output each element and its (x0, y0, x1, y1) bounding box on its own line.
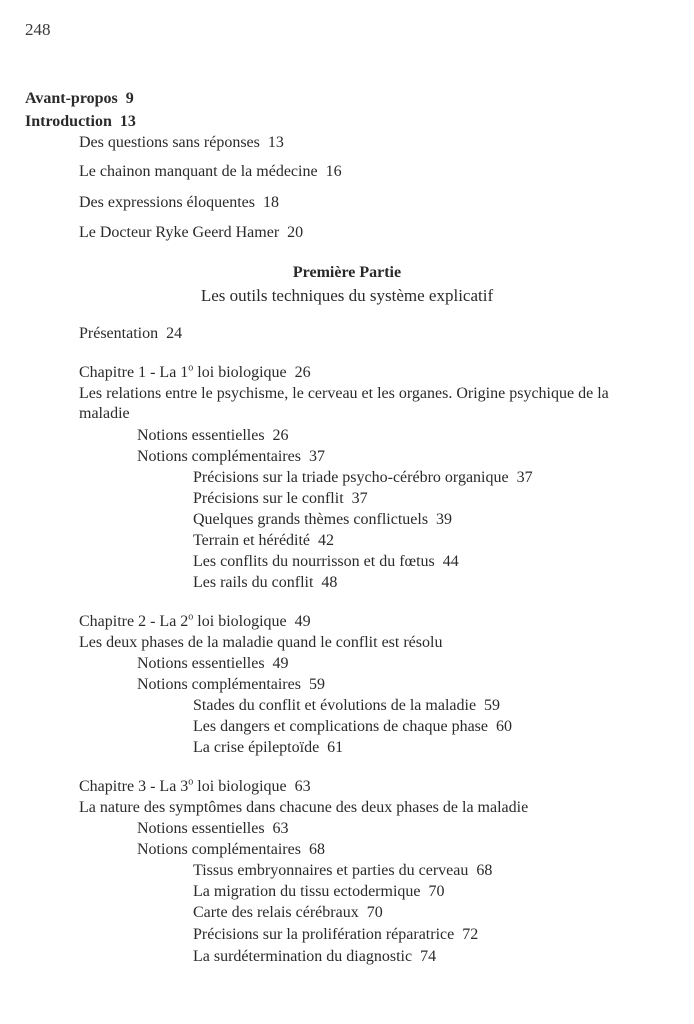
toc-entry-title: Des expressions éloquentes (79, 194, 255, 211)
toc-entry (193, 696, 500, 716)
toc-entry-title: La crise épileptoïde (193, 739, 320, 756)
toc-entry-title: Notions complémentaires (137, 448, 301, 465)
toc-entry (137, 654, 289, 674)
chapter-prefix: Chapitre 2 - La 2 (79, 613, 189, 630)
toc-entry-page: 63 (294, 778, 311, 795)
toc-entry (79, 133, 284, 153)
toc-entry (137, 819, 289, 839)
part-subtitle: Les outils techniques du système explicatif (200, 286, 494, 305)
toc-entry (79, 162, 342, 182)
toc-entry-title: Le Docteur Ryke Geerd Hamer (79, 224, 280, 241)
toc-entry-page: 16 (325, 163, 342, 180)
ordinal-superscript: o (188, 611, 194, 623)
toc-entry (193, 925, 478, 945)
toc-entry-page: 68 (476, 862, 493, 879)
chapter-suffix: loi biologique (193, 778, 287, 795)
toc-entry-title: Les dangers et complications de chaque phase (193, 718, 488, 735)
toc-entry-title: Notions essentielles (137, 820, 265, 837)
chapter-heading (79, 777, 311, 797)
toc-entry (193, 510, 452, 530)
toc-entry-title: Stades du conflit et évolutions de la maladie (193, 697, 477, 714)
toc-entry-page: 48 (321, 574, 338, 591)
toc-entry-page: 49 (272, 655, 289, 672)
toc-entry-page: 60 (496, 718, 512, 735)
toc-entry-title: Précisions sur la prolifération réparatrice (193, 926, 455, 943)
toc-entry-page: 37 (351, 490, 368, 507)
chapter-suffix: loi biologique (193, 364, 287, 381)
toc-entry-page: 59 (484, 697, 501, 714)
toc-entry-title: Les rails du conflit (193, 574, 314, 591)
toc-entry-page: 9 (125, 90, 134, 107)
toc-entry (193, 947, 436, 967)
toc-entry-page: 70 (428, 883, 445, 900)
toc-entry-title: Précisions sur la triade psycho-cérébro organique (193, 469, 509, 486)
toc-entry-title: Notions essentielles (137, 427, 265, 444)
toc-entry-page: 37 (308, 448, 325, 465)
toc-entry-title: Précisions sur le conflit (193, 490, 344, 507)
toc-entry (79, 193, 279, 213)
chapter-description: Les deux phases de la maladie quand le conflit est résolu (79, 634, 443, 651)
toc-entry-page: 74 (420, 948, 437, 965)
toc-entry (193, 531, 334, 551)
toc-entry-title: Carte des relais cérébraux (193, 904, 359, 921)
toc-entry-page: 26 (294, 364, 311, 381)
toc-entry-page: 42 (318, 532, 335, 549)
toc-entry-page: 20 (287, 224, 304, 241)
toc-entry-page: 24 (166, 325, 183, 342)
toc-entry-title: Les conflits du nourrisson et du fœtus (193, 553, 435, 570)
toc-entry (79, 223, 303, 243)
toc-entry (193, 468, 533, 488)
chapter-description: La nature des symptômes dans chacune des deux phases de la maladie (79, 799, 529, 816)
toc-entry (137, 426, 289, 446)
toc-entry (137, 675, 325, 695)
chapter-prefix: Chapitre 3 - La 3 (79, 778, 189, 795)
toc-entry-avant-propos (25, 89, 134, 109)
toc-entry-page: 70 (366, 904, 383, 921)
toc-entry-title: Présentation (79, 325, 159, 342)
chapter-suffix: loi biologique (193, 613, 287, 630)
toc-entry-title: Tissus embryonnaires et parties du cerveau (193, 862, 469, 879)
toc-entry-title: Terrain et hérédité (193, 532, 311, 549)
toc-entry-page: 13 (119, 113, 136, 130)
toc-entry-title: Notions essentielles (137, 655, 265, 672)
toc-entry (137, 840, 325, 860)
chapter-prefix: Chapitre 1 - La 1 (79, 364, 189, 381)
toc-entry (193, 573, 337, 593)
toc-entry (193, 882, 445, 902)
part-title: Première Partie (292, 264, 402, 281)
toc-entry-page: 72 (462, 926, 479, 943)
toc-entry-page: 49 (294, 613, 311, 630)
toc-entry-introduction (25, 112, 136, 132)
chapter-heading (79, 363, 311, 383)
toc-entry-page: 26 (272, 427, 289, 444)
toc-entry (193, 861, 492, 881)
toc-entry-page: 59 (308, 676, 325, 693)
toc-entry-page: 18 (262, 194, 279, 211)
toc-entry-page: 44 (442, 553, 459, 570)
toc-entry-presentation (79, 324, 182, 344)
toc-entry (193, 738, 343, 758)
toc-entry-title: Introduction (25, 113, 112, 130)
toc-entry-title: La migration du tissu ectodermique (193, 883, 421, 900)
toc-entry-page: 63 (272, 820, 289, 837)
toc-entry-title: Quelques grands thèmes conflictuels (193, 511, 429, 528)
toc-entry-page: 39 (436, 511, 453, 528)
toc-entry (193, 552, 459, 572)
toc-entry-page: 68 (308, 841, 325, 858)
toc-entry-title: Le chainon manquant de la médecine (79, 163, 318, 180)
toc-entry-title: Avant-propos (25, 90, 118, 107)
toc-entry-title: La surdétermination du diagnostic (193, 948, 413, 965)
toc-entry-title: Des questions sans réponses (79, 134, 260, 151)
toc-entry-page: 61 (327, 739, 344, 756)
page-number: 248 (25, 20, 51, 39)
ordinal-superscript: o (188, 362, 194, 374)
ordinal-superscript: o (188, 776, 194, 788)
toc-entry (137, 447, 325, 467)
toc-entry (193, 489, 368, 509)
chapter-heading (79, 612, 311, 632)
toc-entry-page: 37 (516, 469, 533, 486)
toc-entry (193, 903, 383, 923)
toc-entry (193, 717, 512, 737)
toc-entry-page: 13 (267, 134, 284, 151)
toc-entry-title: Notions complémentaires (137, 841, 301, 858)
toc-entry-title: Notions complémentaires (137, 676, 301, 693)
chapter-description: Les relations entre le psychisme, le cerveau et les organes. Origine psychique de la maladie (79, 385, 609, 422)
